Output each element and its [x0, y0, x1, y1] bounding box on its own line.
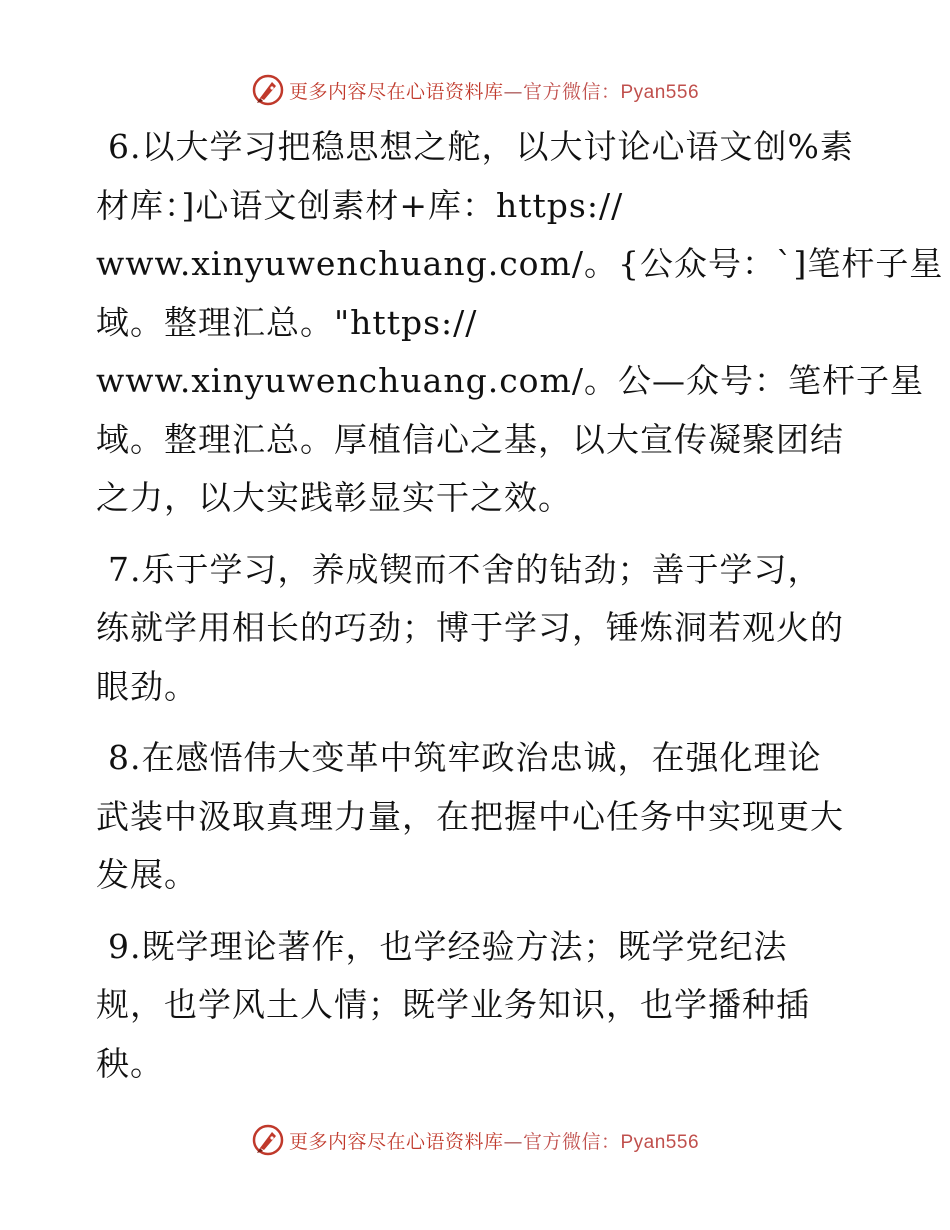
paragraph-line: 规，也学风土人情；既学业务知识，也学播种插 — [96, 985, 810, 1024]
footer-banner — [0, 1120, 950, 1160]
paragraph-8 — [96, 729, 866, 905]
paragraph-line: 7.乐于学习，养成锲而不舍的钻劲；善于学习， — [108, 549, 822, 589]
paragraph-line: 域。整理汇总。"https:// — [96, 302, 478, 342]
header-banner-inner — [251, 73, 699, 107]
footer-wechat-id: Pyan556 — [620, 1131, 700, 1153]
paragraph-line: 发展。 — [96, 855, 198, 894]
paragraph-line: 秧。 — [96, 1043, 164, 1083]
paragraph-6 — [96, 118, 944, 528]
footer-wechat-label: 官方微信： — [522, 1130, 621, 1153]
header-banner-text — [289, 77, 699, 104]
document-body — [96, 118, 944, 1106]
paragraph-line: 域。整理汇总。厚植信心之基，以大宣传凝聚团结 — [96, 419, 844, 459]
paragraph-7 — [96, 541, 866, 717]
paragraph-9 — [96, 918, 866, 1094]
paragraph-line: 之力，以大实践彰显实干之效。 — [96, 478, 572, 517]
footer-banner-inner — [251, 1123, 699, 1157]
paragraph-line: www.xinyuwenchuang.com/。公—众号：笔杆子星 — [96, 361, 924, 400]
header-banner-main: 更多内容尽在心语资料库 — [288, 80, 504, 103]
paragraph-line: 武装中汲取真理力量，在把握中心任务中实现更大 — [96, 796, 844, 836]
header-banner — [0, 70, 950, 110]
footer-banner-separator: — — [503, 1130, 523, 1153]
paragraph-line: 8.在感悟伟大变革中筑牢政治忠诚，在强化理论 — [108, 738, 822, 777]
header-banner-separator: — — [503, 80, 523, 103]
header-wechat-id: Pyan556 — [620, 81, 700, 103]
pen-nib-logo-icon — [251, 1123, 285, 1157]
footer-banner-text — [289, 1127, 699, 1154]
paragraph-line: 练就学用相长的巧劲；博于学习，锤炼洞若观火的 — [96, 608, 844, 647]
paragraph-line: 9.既学理论著作，也学经验方法；既学党纪法 — [108, 926, 788, 966]
paragraph-line: 眼劲。 — [96, 666, 198, 706]
footer-banner-main: 更多内容尽在心语资料库 — [288, 1130, 504, 1153]
paragraph-line: 6.以大学习把稳思想之舵，以大讨论心语文创%素 — [108, 127, 854, 166]
paragraph-line: 材库：]心语文创素材+库：https:// — [96, 185, 624, 225]
header-wechat-label: 官方微信： — [522, 80, 621, 103]
pen-nib-logo-icon — [251, 73, 285, 107]
paragraph-line: www.xinyuwenchuang.com/。{公众号：`]笔杆子星 — [96, 244, 944, 283]
